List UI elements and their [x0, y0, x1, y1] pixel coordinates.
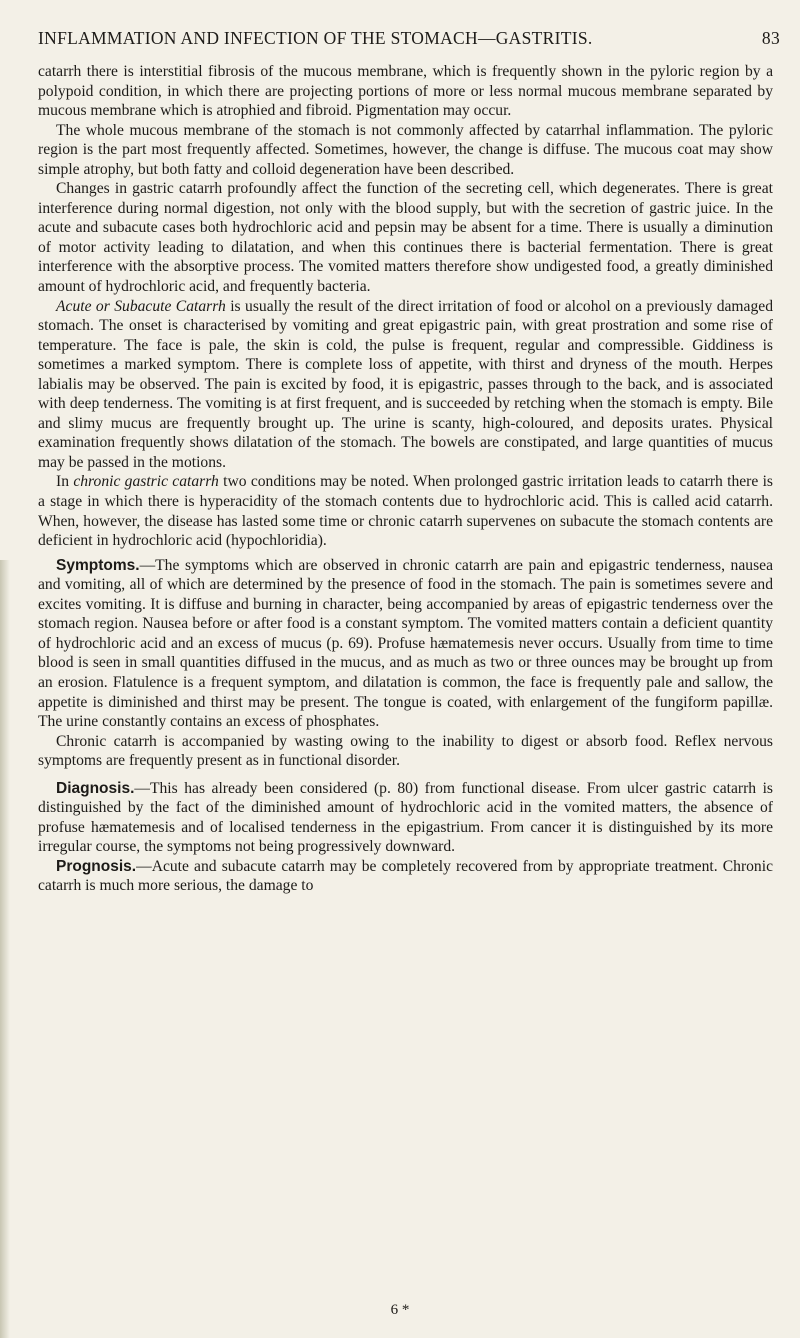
paragraph: The whole mucous membrane of the stomach is not commonly affected by catarrhal inflammation. The pyloric region is the part most frequently affected. Sometimes, however, the change is diffuse. The mucous coat may show simple atrophy, but both fatty and colloid degeneration have been described. [38, 121, 773, 178]
paragraph-text: —This has already been considered (p. 80) from functional disease. From ulcer gastric catarrh is distinguished by the fact of the diminished amount of hydrochloric acid in the vomited matters, the absence of profuse hæmatemesis and of localised tenderness in the epigastrium. From cancer it is distinguished by its more irregular course, the symptoms not being progressively downward. [38, 779, 773, 856]
page-edge-shadow [0, 560, 10, 1338]
page-number: 83 [761, 28, 780, 48]
paragraph [38, 779, 773, 857]
running-header [28, 28, 780, 50]
signature-mark: 6 * [390, 1302, 410, 1318]
running-title: INFLAMMATION AND INFECTION OF THE STOMACH—GASTRITIS. [38, 28, 593, 48]
paragraph-text: —Acute and subacute catarrh may be completely recovered from by appropriate treatment. Chronic catarrh is much more serious, the damage to [38, 857, 773, 895]
paragraph-text: two conditions may be noted. When prolonged gastric irritation leads to catarrh there is a stage in which there is hyperacidity of the stomach contents due to hydrochloric acid. This is called acid catarrh. When, however, the disease has lasted some time or chronic catarrh supervenes on subacute the stomach contents are deficient in hydrochloric acid (hypochloridia). [38, 473, 773, 550]
paragraph [38, 297, 773, 473]
section-heading: Symptoms. [56, 556, 140, 574]
paragraph: Changes in gastric catarrh profoundly affect the function of the secreting cell, which degenerates. There is great interference during normal digestion, not only with the blood supply, but with the secretion of gastric juice. In the acute and subacute cases both hydrochloric acid and pepsin may be absent for a time. There is usually a diminution of motor activity leading to dilatation, and when this continues there is bacterial fermentation. There is great interference with the absorptive process. The vomited matters therefore show undigested food, a greatly diminished amount of hydrochloric acid, and frequently bacteria. [38, 180, 773, 296]
paragraph-text: is usually the result of the direct irritation of food or alcohol on a previously damaged stomach. The onset is characterised by vomiting and great epigastric pain, with great prostration and some rise of temperature. The face is pale, the skin is cold, the pulse is frequent, regular and compressible. Giddiness is sometimes a marked symptom. There is complete loss of appetite, with thirst and dryness of the mouth. Herpes labialis may be observed. The pain is excited by food, it is epigastric, passes through to the back, and is associated with deep tenderness. The vomiting is at first frequent, and is succeeded by retching when the stomach is empty. Bile and slimy mucus are frequently brought up. The urine is scanty, high-coloured, and deposits urates. Physical examination frequently shows dilatation of the stomach. The bowels are constipated, and large quantities of mucus may be passed in the motions. [38, 297, 773, 471]
section-heading: Prognosis. [56, 857, 137, 875]
paragraph [38, 472, 773, 550]
paragraph [38, 857, 773, 896]
section-heading: Diagnosis. [56, 779, 135, 797]
subsection-title: chronic gastric catarrh [73, 473, 219, 491]
paragraph-text: In [56, 473, 74, 491]
paragraph: catarrh there is interstitial fibrosis of the mucous membrane, which is frequently shown in the pyloric region by a polypoid condition, in which there are projecting portions of more or less normal mucous membrane separated by mucous membrane which is atrophied and fibroid. Pigmentation may occur. [38, 63, 773, 120]
paragraph-text: —The symptoms which are observed in chronic catarrh are pain and epigastric tenderness, nausea and vomiting, all of which are determined by the presence of food in the stomach. The pain is sometimes severe and excites vomiting. It is diffuse and burning in character, being accompanied by areas of epigastric tenderness over the stomach region. Nausea before or after food is a constant symptom. The vomited matters contain a deficient quantity of hydrochloric acid and an excess of mucus (p. 69). Profuse hæmatemesis never occurs. Usually from time to time blood is seen in small quantities diffused in the mucus, and as much as two or three ounces may be brought up from an erosion. Flatulence is a frequent symptom, and dilatation is common, the face is frequently pale and sallow, the appetite is diminished and thirst may be present. The tongue is coated, with enlargement of the fungiform papillæ. The urine constantly contains an excess of phosphates. [38, 556, 773, 731]
subsection-title: Acute or Subacute Catarrh [56, 297, 226, 315]
body-text [38, 62, 773, 896]
paragraph: Chronic catarrh is accompanied by wasting owing to the inability to digest or absorb food. Reflex nervous symptoms are frequently present as in functional disorder. [38, 732, 773, 770]
paragraph [38, 556, 773, 732]
